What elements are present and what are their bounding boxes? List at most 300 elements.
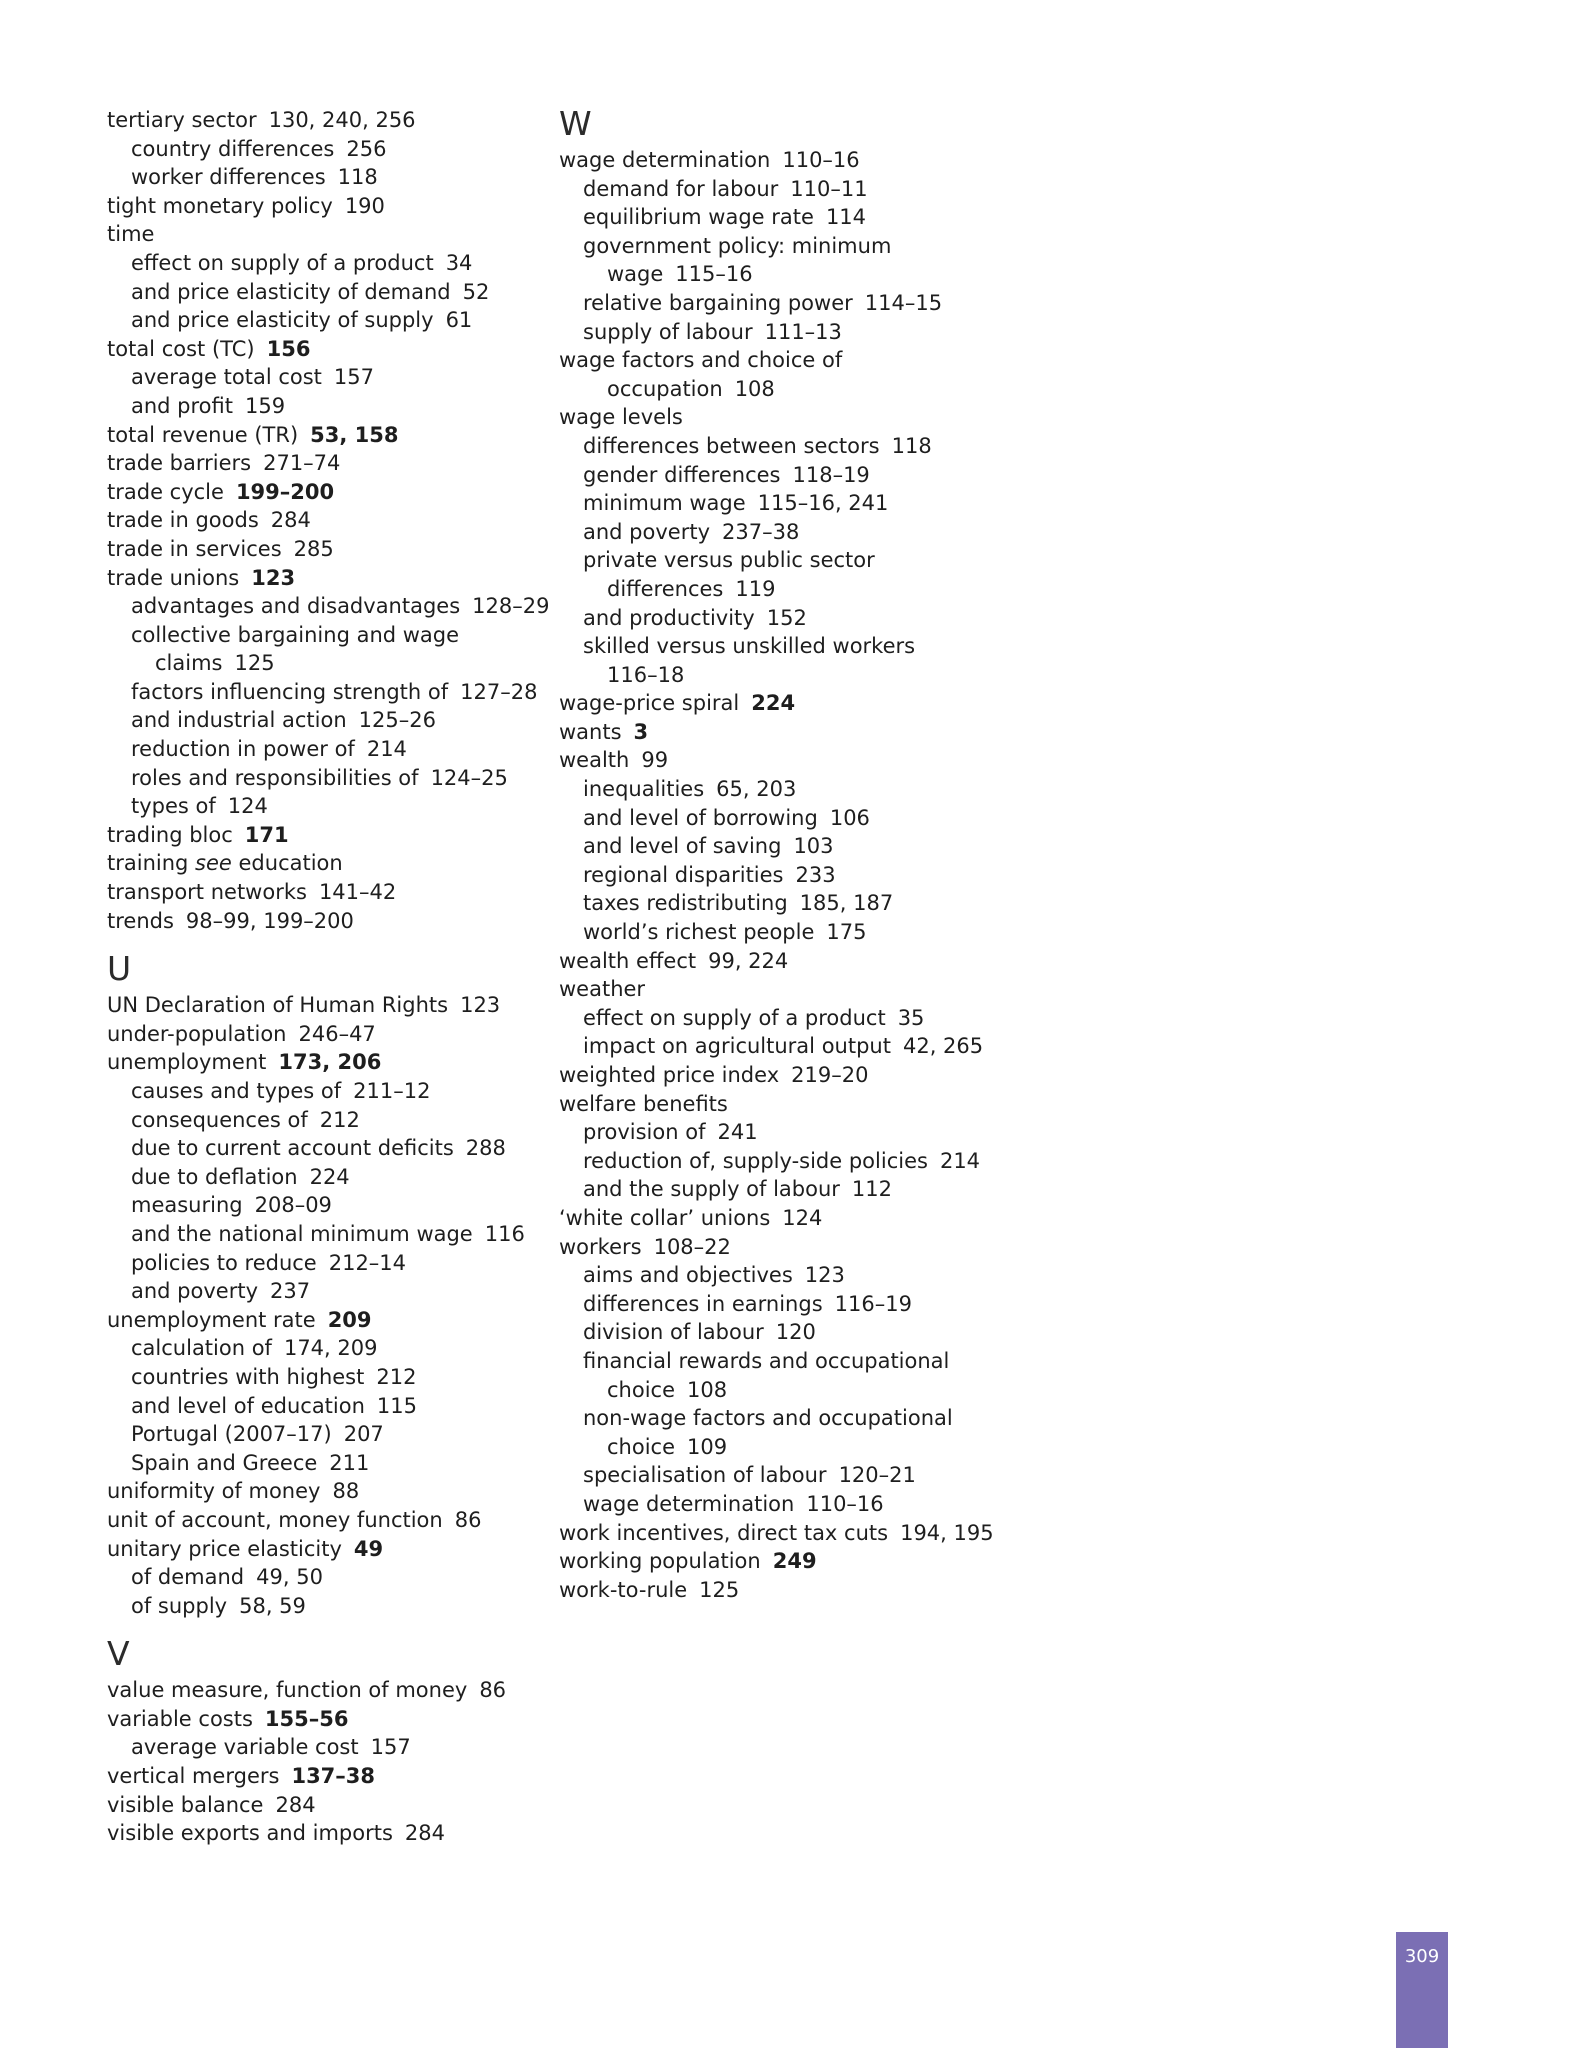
page-ref: 246–47 — [298, 1021, 376, 1046]
index-entry — [107, 849, 527, 878]
page-ref: 114 — [825, 205, 867, 230]
index-term: visible exports and imports — [107, 1821, 393, 1846]
page-references — [463, 280, 490, 304]
page-references — [641, 748, 668, 772]
page-references — [634, 720, 649, 744]
page-references — [255, 1193, 332, 1217]
index-term: trade unions — [107, 565, 240, 590]
index-term: wants — [559, 719, 622, 744]
index-entry — [559, 718, 1079, 747]
index-subentry — [107, 678, 538, 707]
index-term: trade in services — [107, 536, 282, 561]
index-term: time — [107, 222, 155, 247]
index-entry — [107, 478, 527, 507]
index-entry — [107, 106, 527, 135]
index-term: and industrial action — [131, 708, 347, 733]
index-term: equilibrium wage rate — [583, 205, 814, 230]
index-subentry — [559, 1461, 1079, 1490]
section-heading-w: W — [559, 104, 592, 143]
page-ref: 42, 265 — [902, 1034, 984, 1059]
page-ref: 256 — [346, 136, 387, 161]
index-entry — [559, 1061, 1079, 1090]
index-term: value measure, function of money — [107, 1678, 468, 1703]
index-term: trade cycle — [107, 479, 224, 504]
page-references — [446, 308, 473, 332]
index-subentry — [107, 1163, 527, 1192]
index-entry — [559, 346, 1079, 375]
page-references — [792, 463, 869, 487]
page-references — [332, 1479, 359, 1503]
page-references — [782, 148, 859, 172]
index-entry — [559, 947, 1079, 976]
page-references — [431, 766, 508, 790]
page-references — [793, 834, 833, 858]
index-term: aims and objectives — [583, 1263, 793, 1288]
index-entry — [107, 1762, 527, 1791]
index-term: weather — [559, 977, 646, 1002]
page-references — [354, 1537, 383, 1561]
page-references — [271, 508, 311, 532]
page-number-tab — [1396, 1932, 1448, 2048]
index-subentry — [559, 232, 1079, 261]
page-references — [687, 1435, 727, 1459]
index-subentry — [559, 1404, 1079, 1433]
index-term: specialisation of labour — [583, 1463, 827, 1488]
index-subentry — [559, 1175, 1079, 1204]
index-column-right — [559, 106, 1079, 1604]
index-term: reduction in power of — [131, 737, 355, 762]
page-ref: 233 — [795, 862, 836, 887]
index-entry — [107, 821, 527, 850]
index-term: wage factors and choice of — [559, 348, 843, 373]
index-term: and price elasticity of demand — [131, 279, 451, 304]
index-term: unemployment rate — [107, 1307, 316, 1332]
page-references — [236, 480, 334, 504]
index-subentry — [107, 1733, 527, 1762]
page-references — [735, 577, 775, 601]
section-heading-u: U — [107, 949, 132, 989]
index-term: 116–18 — [607, 662, 685, 687]
page-ref: 110–16 — [782, 148, 860, 172]
index-subentry — [559, 661, 1079, 690]
page-ref: 58, 59 — [239, 1593, 306, 1618]
see-reference: see — [195, 851, 232, 876]
index-term: private versus public sector — [583, 548, 875, 573]
page-references — [245, 823, 289, 847]
index-term: government policy: minimum — [583, 233, 892, 258]
page-references — [716, 777, 796, 801]
page-references — [699, 1578, 739, 1602]
page-ref: 214 — [366, 737, 407, 762]
page-references — [782, 1206, 822, 1230]
section-gap — [107, 1620, 527, 1636]
page-ref-main: 3 — [633, 719, 649, 744]
index-subentry — [107, 1134, 527, 1163]
page-references — [800, 891, 894, 915]
page-references — [826, 920, 866, 944]
page-ref: 119 — [735, 576, 776, 601]
page-ref: 103 — [793, 834, 834, 859]
section-heading-v: V — [107, 1634, 130, 1674]
page-references — [654, 1235, 731, 1259]
page-ref: 159 — [245, 393, 286, 418]
index-term: visible balance — [107, 1792, 264, 1817]
page-ref: 224 — [309, 1164, 350, 1189]
page-references — [338, 165, 378, 189]
page-references — [270, 1279, 310, 1303]
page-ref: 237–38 — [722, 519, 800, 544]
index-term: uniformity of money — [107, 1479, 321, 1504]
page-references — [835, 1292, 912, 1316]
page-references — [839, 1463, 916, 1487]
index-entry — [107, 1506, 527, 1535]
page-references — [346, 137, 386, 161]
index-entry — [559, 146, 1079, 175]
index-entry — [107, 1306, 527, 1335]
index-subentry — [107, 306, 527, 335]
index-term: average variable cost — [131, 1735, 359, 1760]
page-ref: 175 — [826, 920, 867, 945]
page-ref: 271–74 — [263, 451, 341, 476]
index-term: factors influencing strength of — [131, 679, 449, 704]
page-references — [298, 1022, 375, 1046]
index-term: working population — [559, 1549, 761, 1574]
index-subentry — [107, 1277, 527, 1306]
page-references — [479, 1678, 506, 1702]
index-subentry — [107, 1363, 527, 1392]
index-term: choice — [607, 1377, 676, 1402]
index-subentry — [107, 163, 527, 192]
index-column-left — [107, 106, 550, 1848]
page-ref: 111–13 — [764, 319, 842, 344]
index-term: advantages and disadvantages — [131, 594, 461, 619]
page-ref: 110–11 — [790, 176, 868, 201]
index-term: division of labour — [583, 1320, 764, 1345]
page-references — [852, 1177, 892, 1201]
page-references — [269, 108, 416, 132]
page-ref-main: 49 — [353, 1536, 384, 1561]
index-term: trade in goods — [107, 508, 259, 533]
page-ref: 118–19 — [792, 462, 870, 487]
page-ref: 65, 203 — [716, 777, 797, 802]
index-subentry — [559, 832, 1079, 861]
page-references — [344, 1422, 384, 1446]
index-subentry — [107, 1420, 527, 1449]
index-subentry — [559, 918, 1079, 947]
page-references — [310, 1165, 350, 1189]
index-entry — [107, 564, 527, 593]
page-references — [263, 451, 340, 475]
index-subentry — [559, 1032, 1079, 1061]
index-term: work incentives, direct tax cuts — [559, 1520, 889, 1545]
index-term: workers — [559, 1234, 642, 1259]
index-subentry — [107, 706, 527, 735]
index-subentry — [107, 764, 527, 793]
index-subentry — [559, 1347, 1079, 1376]
page-ref: 212–14 — [328, 1250, 407, 1275]
page-ref: 128–29 — [472, 594, 550, 619]
index-entry — [107, 1791, 527, 1820]
page-references — [239, 1594, 306, 1618]
index-term: variable costs — [107, 1706, 253, 1731]
index-term: tight monetary policy — [107, 193, 333, 218]
page-ref: 241 — [717, 1120, 758, 1145]
page-ref-main: 156 — [266, 336, 311, 361]
index-subentry — [107, 1077, 527, 1106]
index-subentry — [559, 1118, 1079, 1147]
page-ref: 214 — [939, 1148, 981, 1173]
index-subentry — [107, 1220, 527, 1249]
page-references — [805, 1263, 845, 1287]
page-references — [294, 537, 334, 561]
index-entry — [107, 1676, 527, 1705]
page-ref: 108–22 — [653, 1234, 731, 1259]
page-ref: 124 — [782, 1205, 823, 1230]
index-entry — [559, 1090, 1079, 1119]
page-ref-main: 199–200 — [235, 479, 335, 504]
index-term: UN Declaration of Human Rights — [107, 993, 449, 1018]
index-term: and poverty — [583, 519, 711, 544]
index-subentry — [107, 1106, 527, 1135]
index-subentry — [559, 518, 1079, 547]
page-references — [460, 993, 500, 1017]
page-references — [826, 205, 866, 229]
index-term: types of — [131, 794, 216, 819]
page-ref: 174, 209 — [283, 1336, 378, 1361]
index-subentry — [559, 632, 1079, 661]
page-references — [466, 1136, 506, 1160]
page-references — [903, 1034, 983, 1058]
index-term: trends — [107, 908, 174, 933]
page-references — [371, 1735, 411, 1759]
index-subentry — [559, 1147, 1079, 1176]
page-references — [267, 337, 311, 361]
index-entry — [107, 535, 527, 564]
index-subentry — [107, 649, 527, 678]
index-subentry — [559, 775, 1079, 804]
page-ref: 61 — [445, 308, 473, 333]
section-gap — [107, 935, 527, 951]
index-term: roles and responsibilities of — [131, 765, 419, 790]
page-ref: 109 — [687, 1434, 728, 1459]
index-subentry — [107, 1334, 527, 1363]
page-references — [345, 194, 385, 218]
index-term: regional disparities — [583, 862, 784, 887]
index-subentry — [107, 592, 550, 621]
index-term: policies to reduce — [131, 1250, 317, 1275]
page-references — [328, 1308, 372, 1332]
index-term: training — [107, 851, 189, 876]
index-term: due to current account deficits — [131, 1136, 454, 1161]
page-references — [485, 1222, 525, 1246]
index-entry — [107, 449, 527, 478]
page-references — [687, 1378, 727, 1402]
page-references — [228, 794, 268, 818]
index-term: country differences — [131, 136, 335, 161]
index-term: wage-price spiral — [559, 691, 740, 716]
index-term: and level of saving — [583, 834, 782, 859]
page-ref: 108 — [687, 1377, 728, 1402]
page-references — [319, 880, 396, 904]
page-references — [234, 651, 274, 675]
page-references — [940, 1149, 980, 1173]
index-entry — [107, 1535, 527, 1564]
index-term: trading bloc — [107, 822, 233, 847]
page-references — [767, 606, 807, 630]
index-subentry — [107, 792, 527, 821]
page-references — [186, 909, 354, 933]
index-subentry — [559, 889, 1079, 918]
page-references — [898, 1006, 925, 1030]
page-ref: 285 — [293, 536, 334, 561]
page-references — [708, 949, 788, 973]
page-ref-main: 224 — [751, 691, 796, 716]
index-term: taxes redistributing — [583, 891, 788, 916]
index-subentry — [107, 249, 527, 278]
index-term: reduction of, supply-side policies — [583, 1148, 928, 1173]
index-term: wage determination — [559, 148, 771, 172]
index-term: Portugal (2007–17) — [131, 1422, 332, 1447]
index-subentry — [559, 861, 1079, 890]
page-ref: 130, 240, 256 — [268, 108, 416, 132]
index-term: choice — [607, 1434, 676, 1459]
index-entry — [559, 1519, 1079, 1548]
index-entry — [107, 421, 527, 450]
page-references — [310, 423, 398, 447]
index-term: weighted price index — [559, 1063, 780, 1087]
index-entry — [107, 878, 527, 907]
index-subentry — [559, 1261, 1079, 1290]
index-entry — [107, 335, 527, 364]
index-term: claims — [155, 651, 223, 676]
page-ref: 116 — [484, 1221, 525, 1246]
index-term: wage — [607, 262, 664, 287]
page-references — [460, 680, 537, 704]
index-term: trade barriers — [107, 451, 252, 476]
page-ref: 114–15 — [864, 290, 943, 315]
page-ref: 211–12 — [353, 1079, 431, 1103]
page-references — [717, 1120, 757, 1144]
index-subentry — [559, 1318, 1079, 1347]
page-ref-main: 155–56 — [264, 1706, 349, 1731]
page-references — [334, 365, 374, 389]
page-references — [265, 1707, 349, 1731]
index-entry — [107, 1477, 527, 1506]
index-subentry — [107, 363, 527, 392]
index-entry — [107, 192, 527, 221]
index-term: inequalities — [583, 777, 705, 802]
page-ref: 106 — [829, 805, 870, 830]
index-subentry — [107, 1449, 527, 1478]
page-references — [892, 434, 932, 458]
page-ref: 208–09 — [254, 1193, 332, 1218]
index-entry — [107, 1705, 527, 1734]
index-term: differences — [607, 576, 724, 601]
index-term: measuring — [131, 1193, 243, 1218]
index-term: vertical mergers — [107, 1764, 280, 1789]
index-entry — [107, 220, 527, 249]
index-entry — [559, 1233, 1079, 1262]
index-entry — [559, 1576, 1079, 1605]
page-ref: 125 — [234, 651, 275, 676]
page-ref: 157 — [370, 1735, 411, 1760]
page-references — [455, 1508, 482, 1532]
page-ref: 49, 50 — [256, 1565, 323, 1590]
page-ref: 123 — [460, 993, 501, 1018]
page-ref: 219–20 — [791, 1063, 869, 1087]
page-ref: 212 — [376, 1364, 417, 1389]
index-term: tertiary sector — [107, 108, 257, 132]
index-subentry — [559, 546, 1079, 575]
index-subentry — [107, 1592, 527, 1621]
index-subentry — [559, 604, 1079, 633]
index-term: average total cost — [131, 365, 322, 390]
index-subentry — [107, 621, 527, 650]
index-term: and productivity — [583, 605, 755, 630]
page-references — [776, 1320, 816, 1344]
index-term: supply of labour — [583, 319, 753, 344]
page-number: 309 — [1404, 1946, 1440, 1967]
page-references — [675, 262, 752, 286]
index-subentry — [107, 392, 527, 421]
page-references — [353, 1079, 430, 1103]
page-references — [329, 1251, 406, 1275]
index-term: consequences of — [131, 1107, 308, 1132]
index-term: worker differences — [131, 165, 326, 190]
index-term: minimum wage — [583, 491, 746, 516]
index-term: and the supply of labour — [583, 1177, 840, 1202]
index-term: impact on agricultural output — [583, 1034, 891, 1059]
index-term: wage levels — [559, 405, 683, 430]
page-ref: 124 — [227, 794, 268, 819]
index-subentry — [107, 735, 527, 764]
page-ref: 52 — [462, 279, 490, 304]
page-ref: 118 — [337, 165, 378, 190]
index-subentry — [559, 203, 1079, 232]
page-ref: 125 — [699, 1577, 740, 1602]
page-ref: 99, 224 — [708, 948, 789, 973]
page-ref-main: 137–38 — [291, 1764, 376, 1789]
page-ref: 157 — [333, 365, 375, 390]
page-references — [865, 291, 942, 315]
index-term: and poverty — [131, 1279, 259, 1304]
index-term: non-wage factors and occupational — [583, 1406, 953, 1431]
index-term: countries with highest — [131, 1364, 365, 1389]
page-ref: 123 — [804, 1263, 845, 1288]
index-entry — [559, 746, 1079, 775]
page-ref: 98–99, 199–200 — [185, 908, 354, 933]
index-term: work-to-rule — [559, 1577, 688, 1602]
page-ref: 284 — [270, 508, 311, 533]
index-entry — [559, 403, 1079, 432]
index-term: occupation — [607, 376, 723, 401]
index-subentry — [107, 135, 527, 164]
page-references — [735, 377, 775, 401]
page-references — [278, 1050, 381, 1074]
page-ref: 116–19 — [834, 1291, 912, 1316]
index-subentry — [559, 1004, 1079, 1033]
page-ref: 115–16 — [675, 262, 753, 287]
page-references — [773, 1549, 817, 1573]
index-term: and profit — [131, 393, 233, 418]
index-term: wealth — [559, 748, 630, 773]
index-term: transport networks — [107, 880, 307, 905]
index-term: welfare benefits — [559, 1091, 728, 1116]
index-term: effect on supply of a product — [583, 1005, 886, 1030]
index-term: Spain and Greece — [131, 1450, 318, 1475]
page-references — [256, 1565, 323, 1589]
page-ref: 237 — [270, 1279, 311, 1304]
